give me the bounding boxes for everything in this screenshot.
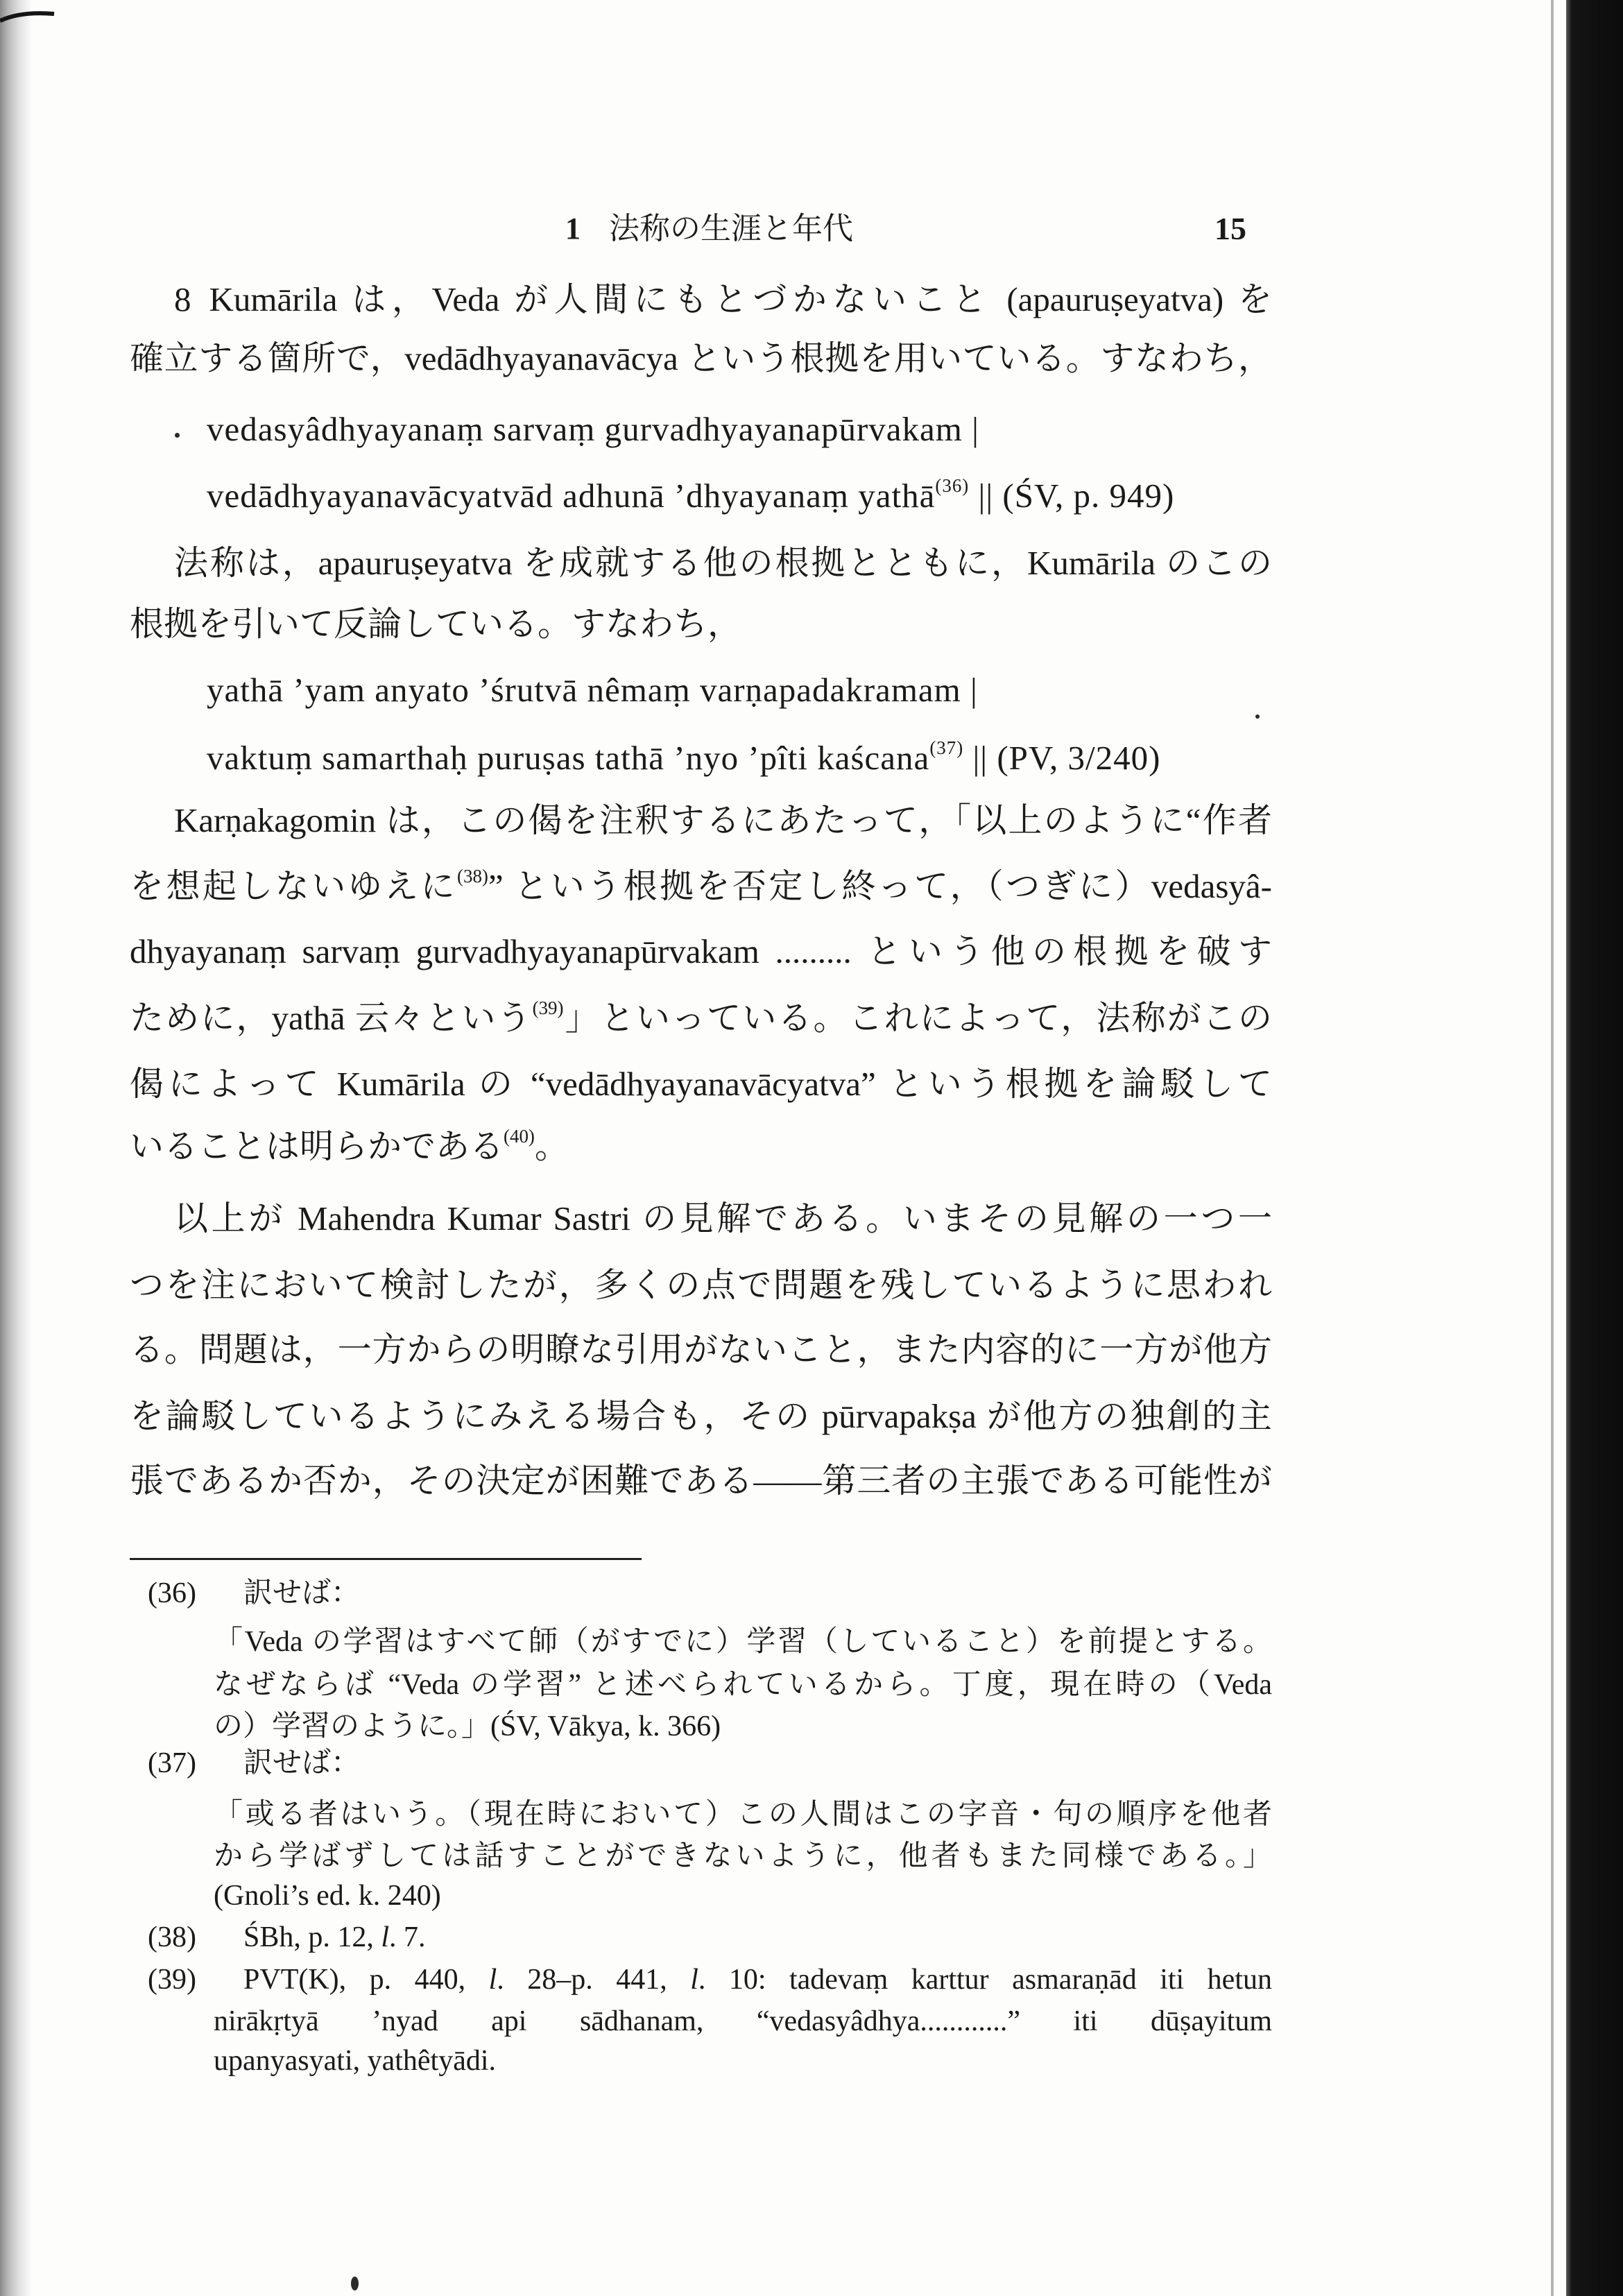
footnote-number: (37) [148, 1747, 196, 1779]
footnote-text: から学ばずしては話すことができないように，他者もまた同様である。」 [214, 1840, 1272, 1872]
scan-speck [1255, 714, 1260, 719]
line-text: yathā ’yam anyato ’śrutvā nêmaṃ varṇapadakramam | [207, 671, 978, 709]
body-line [174, 800, 1272, 841]
line-text: 以上が Mahendra Kumar Sastri の見解である。いまその見解の一つ一 [174, 1199, 1272, 1237]
footnote-line [214, 1708, 721, 1745]
footnote-line [214, 1838, 1272, 1874]
footnote-line [214, 2003, 1272, 2039]
verse-line [207, 669, 978, 711]
verse-line [207, 409, 979, 450]
footnote-text: . 28–p. 441, [497, 1964, 691, 1996]
footnote-number: (39) [148, 1964, 196, 1996]
scan-speck [351, 2277, 359, 2290]
footnote-reference: (38) [457, 866, 488, 887]
line-text: 張であるか否か，その決定が困難である——第三者の主張である可能性が [130, 1462, 1272, 1500]
footnote-text: upanyasyati, yathêtyādi. [214, 2045, 497, 2077]
footnote-line [214, 2043, 496, 2079]
footnote-text: 「Veda の学習はすべて師（がすでに）学習（していること）を前提とする。 [214, 1626, 1272, 1658]
line-text: を論駁しているようにみえる場合も，その pūrvapakṣa が他方の独創的主 [130, 1397, 1272, 1435]
footnote-text: PVT(K), p. 440, [243, 1964, 489, 1996]
footnote-reference: (36) [935, 475, 970, 497]
footnote-line [214, 1878, 441, 1914]
line-text: を想起しないゆえに [130, 867, 457, 905]
line-text: ” という根拠を否定し終って，（つぎに）vedasyâ- [488, 867, 1272, 905]
footnote-reference: (37) [929, 737, 964, 759]
line-text: vaktuṃ samarthaḥ puruṣas tathā ’nyo ’pîti kaścana [207, 739, 930, 777]
footnote-line [214, 1667, 1272, 1703]
line-text: 法称は，apauruṣeyatva を成就する他の根拠とともに，Kumārila のこの [174, 544, 1272, 582]
body-line [130, 1126, 569, 1167]
running-head-title: 法称の生涯と年代 [609, 212, 853, 246]
footnote-line [148, 1745, 360, 1781]
scan-corner-mark [0, 0, 62, 35]
footnote-text: . 10: tadevaṃ karttur asmaraṇād iti hetun [698, 1964, 1272, 1996]
footnote-line [148, 1962, 1272, 1998]
body-line [130, 997, 1272, 1039]
footnote-text: 訳せば： [243, 1747, 361, 1779]
footnote-line [214, 1624, 1272, 1660]
verse-line [207, 475, 1174, 517]
footnote-line [214, 1797, 1272, 1833]
line-text: dhyayanaṃ sarvaṃ gurvadhyayanapūrvakam ......... という他の根拠を破す [130, 932, 1272, 970]
scan-gutter-line [1551, 0, 1554, 2296]
footnote-reference: (40) [504, 1126, 535, 1147]
section-number: 8 [174, 280, 191, 318]
line-text: つを注において検討したが，多くの点で問題を残しているように思われ [130, 1266, 1272, 1304]
verse-line [207, 737, 1160, 779]
body-line [174, 542, 1272, 584]
line-text: 。 [534, 1127, 569, 1165]
body-line [130, 1265, 1272, 1306]
scan-right-edge-shadow [1566, 0, 1623, 2296]
footnote-text: の）学習のように。」(ŚV, Vākya, k. 366) [214, 1711, 721, 1742]
footnote-text-italic: l [381, 1921, 390, 1953]
line-text: vedasyâdhyayanaṃ sarvaṃ gurvadhyayanapūrvakam | [207, 410, 979, 448]
body-line [130, 338, 1272, 379]
line-text: 」といっている。これによって，法称がこの [563, 999, 1272, 1037]
line-text: いることは明らかである [130, 1127, 504, 1165]
scan-speck [175, 433, 180, 438]
line-text: Kumārila は，Veda が人間にもとづかないこと (apauruṣeyatva) を [209, 280, 1272, 318]
body-line [130, 1460, 1272, 1502]
body-line [130, 1329, 1272, 1371]
body-line [174, 279, 1272, 320]
footnote-text: . 7. [389, 1921, 426, 1953]
footnote-line [148, 1575, 360, 1611]
body-line [130, 866, 1272, 907]
line-text: || (PV, 3/240) [963, 739, 1161, 777]
footnote-text-italic: l [488, 1964, 497, 1996]
footnote-text: 「或る者はいう。（現在時において）この人間はこの字音・句の順序を他者 [214, 1799, 1272, 1831]
line-text: 偈によって Kumārila の “vedādhyayanavācyatva” という根拠を論駁して [130, 1065, 1272, 1103]
body-line [130, 603, 741, 645]
footnote-text: なぜならば “Veda の学習” と述べられているから。丁度，現在時の（Veda [214, 1669, 1272, 1701]
footnote-line [148, 1919, 426, 1955]
footnote-text: ŚBh, p. 12, [243, 1921, 381, 1953]
footnote-text: nirākṛtyā ’nyad api sādhanam, “vedasyâdhya............” iti dūṣayitum [214, 2005, 1272, 2037]
footnote-number: (36) [148, 1577, 196, 1609]
line-text: 根拠を引いて反論している。すなわち， [130, 605, 742, 643]
footnote-text: 訳せば： [243, 1577, 361, 1609]
line-text: Karṇakagomin は，この偈を注釈するにあたって，「以上のように“作者 [174, 801, 1272, 839]
line-text: vedādhyayanavācyatvād adhunā ’dhyayanaṃ yathā [207, 477, 936, 515]
body-line [130, 931, 1272, 973]
body-line [130, 1063, 1272, 1105]
chapter-number: 1 [565, 212, 581, 246]
scan-left-edge-shadow [0, 0, 32, 2296]
line-text: 確立する箇所で，vedādhyayanavācya という根拠を用いている。すなわち， [130, 339, 1272, 377]
footnote-separator [130, 1558, 642, 1560]
footnote-reference: (39) [532, 997, 564, 1019]
body-line [130, 1396, 1272, 1437]
footnote-text-italic: l [690, 1964, 698, 1996]
page-number: 15 [1214, 211, 1246, 246]
line-text: || (ŚV, p. 949) [969, 477, 1175, 515]
footnote-number: (38) [148, 1921, 196, 1953]
body-line [174, 1198, 1272, 1240]
line-text: る。問題は，一方からの明瞭な引用がないこと，また内容的に一方が他方 [130, 1330, 1272, 1369]
footnote-text: (Gnoli’s ed. k. 240) [214, 1880, 441, 1912]
line-text: ために，yathā 云々という [130, 999, 533, 1037]
